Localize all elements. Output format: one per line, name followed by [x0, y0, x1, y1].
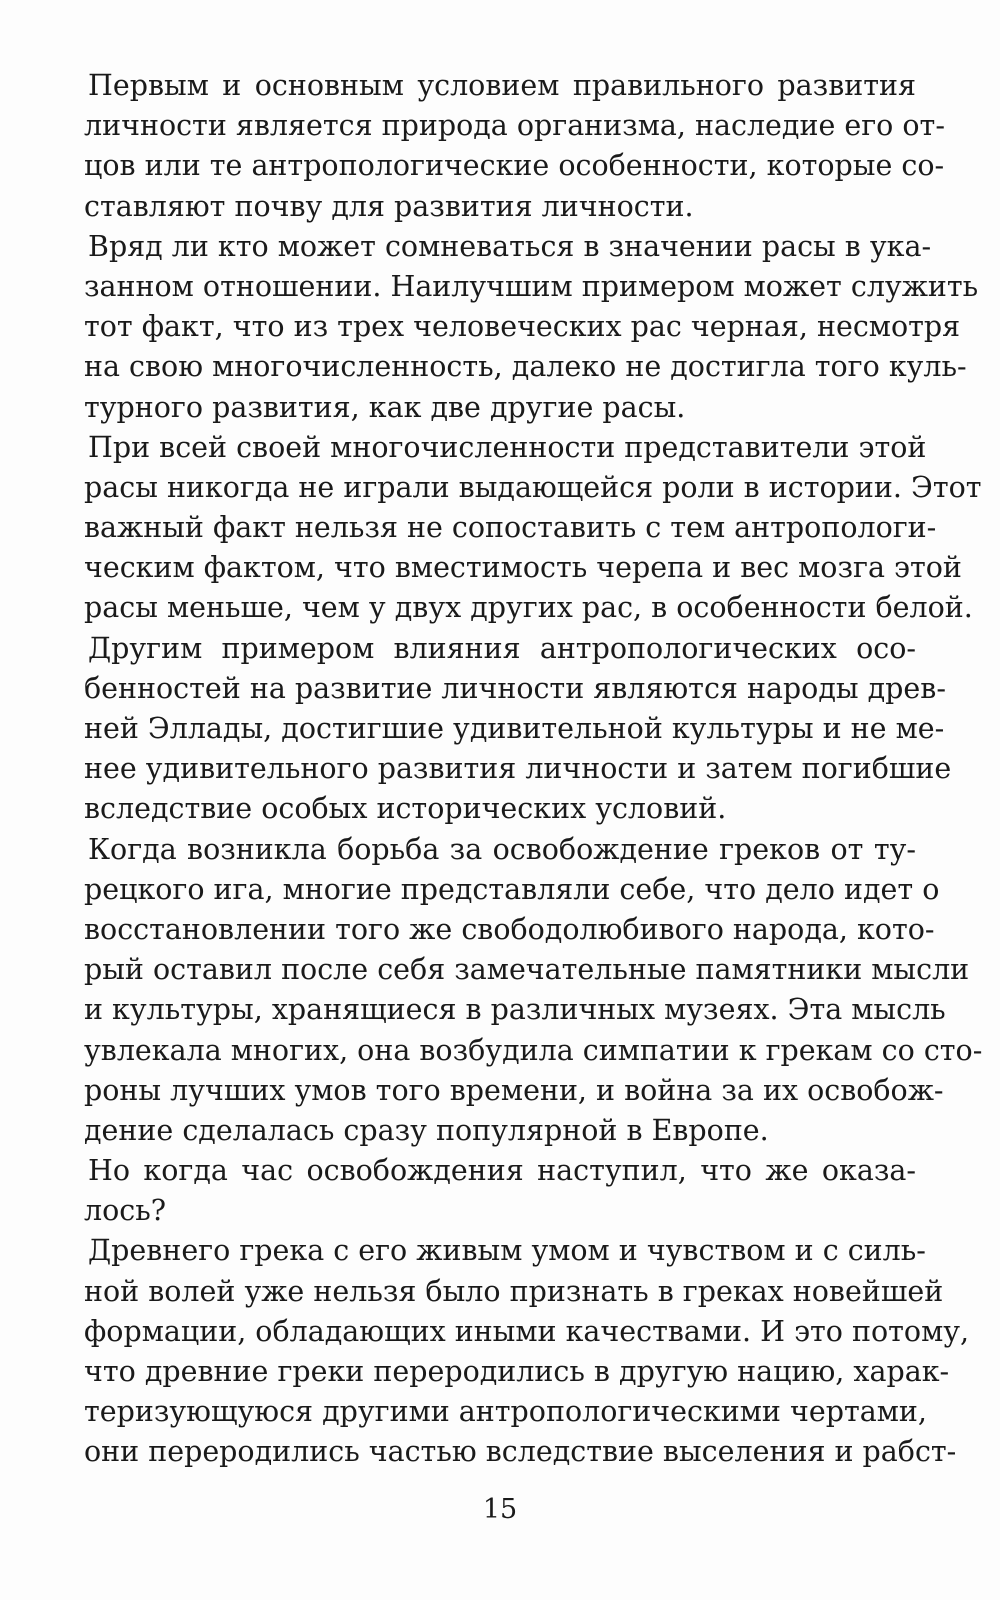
paragraph [84, 1231, 970, 1472]
text-line: формации, обладающих иными качествами. И это потому, [84, 1314, 970, 1348]
text-line: на свою многочисленность, далеко не достигла того куль- [84, 350, 967, 384]
text-line: Вряд ли кто может сомневаться в значении расы в ука- [88, 229, 932, 263]
text-line: ставляют почву для развития личности. [84, 189, 694, 223]
text-line: они переродились частью вследствие выселения и рабст- [84, 1435, 957, 1469]
text-line: ной волей уже нельзя было признать в греках новейшей [84, 1274, 944, 1308]
paragraph [84, 66, 945, 227]
text-line: бенностей на развитие личности являются народы древ- [84, 671, 946, 705]
text-line: цов или те антропологические особенности, которые со- [84, 149, 945, 183]
paragraph [84, 629, 952, 830]
paragraph [84, 428, 982, 629]
text-line: что древние греки переродились в другую нацию, харак- [84, 1355, 950, 1388]
text-line: расы никогда не играли выдающейся роли в истории. Этот [84, 470, 982, 504]
text-line: лось? [84, 1194, 167, 1228]
text-line: расы меньше, чем у двух других рас, в особенности белой. [84, 591, 973, 625]
text-line: Первым и основным условием правильного развития [88, 69, 916, 102]
text-line: ней Эллады, достигшие удивительной культуры и не ме- [84, 712, 945, 745]
text-line: Но когда час освобождения наступил, что же оказа- [88, 1154, 916, 1188]
text-line: роны лучших умов того времени, и война за их освобож- [84, 1073, 944, 1107]
paragraph [84, 1151, 916, 1231]
text-line: Когда возникла борьба за освобождение греков от ту- [88, 832, 916, 866]
paragraph [84, 227, 979, 428]
body-text [84, 66, 983, 1473]
text-line: теризующуюся другими антропологическими чертами, [84, 1395, 927, 1429]
text-line: увлекала многих, она возбудила симпатии к грекам со сто- [84, 1033, 983, 1067]
text-line: При всей своей многочисленности представители этой [88, 430, 927, 464]
page-number: 15 [482, 1494, 518, 1525]
text-line: Другим примером влияния антропологических осо- [88, 631, 916, 665]
text-line: тот факт, что из трех человеческих рас черная, несмотря [84, 310, 961, 344]
text-line: и культуры, хранящиеся в различных музеях. Эта мысль [84, 993, 946, 1027]
text-line: вследствие особых исторических условий. [84, 792, 727, 826]
text-line: ческим фактом, что вместимость черепа и вес мозга этой [84, 551, 962, 585]
text-line: важный факт нельзя не сопоставить с тем антропологи- [84, 511, 937, 545]
text-line: восстановлении того же свободолюбивого народа, кото- [84, 912, 935, 946]
text-line: турного развития, как две другие расы. [84, 390, 686, 424]
text-line: Древнего грека с его живым умом и чувством и с силь- [88, 1234, 926, 1268]
text-line: рецкого ига, многие представляли себе, что дело идет о [84, 872, 940, 906]
text-line: занном отношении. Наилучшим примером может служить [84, 269, 979, 303]
paragraph [84, 830, 983, 1152]
text-line: рый оставил после себя замечательные памятники мысли [84, 953, 970, 987]
text-line: личности является природа организма, наследие его от- [84, 109, 945, 143]
text-line: дение сделалась сразу популярной в Европе. [84, 1113, 769, 1147]
text-line: нее удивительного развития личности и затем погибшие [84, 752, 952, 786]
